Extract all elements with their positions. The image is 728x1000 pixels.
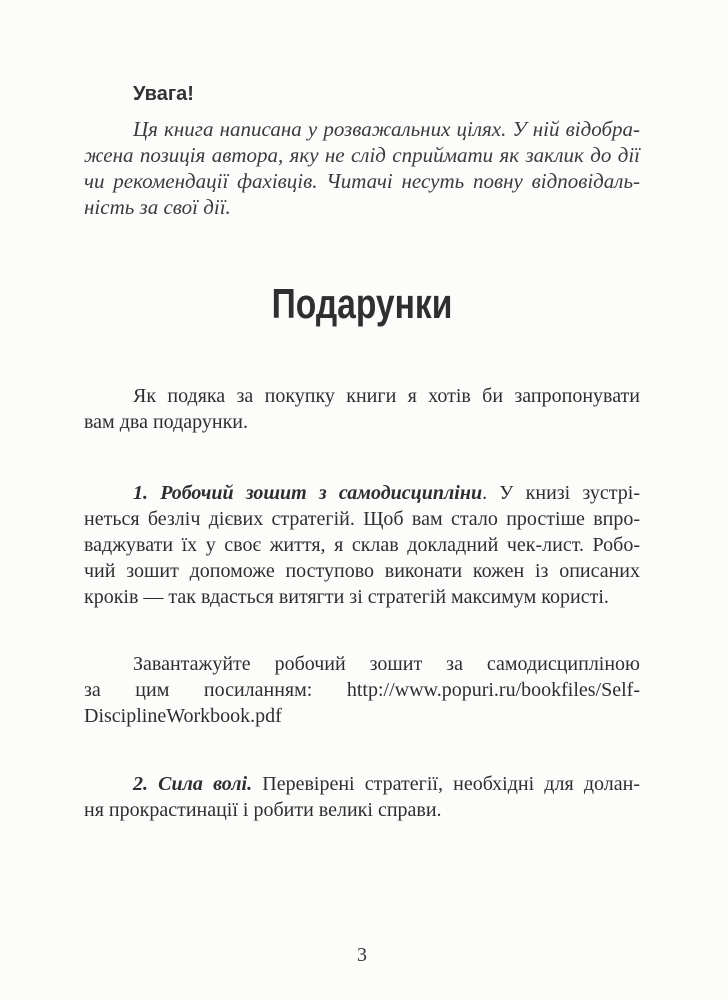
line-text: неться безліч дієвих стратегій. Щоб вам стало простіше впро- — [84, 508, 640, 530]
text-line — [84, 651, 640, 677]
line-text: кроків — так вдасться витягти зі стратегій максимум користі. — [84, 586, 609, 608]
text-line — [84, 168, 640, 194]
gift1-paragraph — [84, 480, 640, 610]
text-line — [84, 584, 640, 610]
download-paragraph — [84, 651, 640, 729]
line-text: Завантажуйте робочий зошит за самодисципліною — [133, 653, 640, 675]
line-text: ваджувати їх у своє життя, я склав докладний чек-лист. Робо- — [84, 534, 640, 556]
text-line — [84, 771, 640, 797]
line-text: DisciplineWorkbook.pdf — [84, 705, 282, 727]
line-text: . У книзі зустрі- — [482, 482, 640, 504]
line-text: за цим посиланням: http://www.popuri.ru/bookfiles/Self- — [84, 679, 640, 701]
text-line — [84, 558, 640, 584]
line-text: ність за свої дії. — [84, 195, 231, 219]
gift2-paragraph — [84, 771, 640, 823]
line-text: жена позиція автора, яку не слід сприймати як заклик до дії — [84, 143, 640, 167]
text-line — [84, 797, 640, 823]
notice-title: Увага! — [133, 83, 194, 105]
text-line — [84, 480, 640, 506]
line-text: ня прокрастинації і робити великі справи. — [84, 799, 442, 821]
text-line — [84, 383, 640, 409]
chapter-heading — [84, 281, 640, 327]
text-line — [84, 532, 640, 558]
line-text: Перевірені стратегії, необхідні для долан- — [252, 773, 640, 795]
line-text: вам два подарунки. — [84, 411, 248, 433]
line-text: Ця книга написана у розважальних цілях. У ній відобра- — [133, 117, 640, 141]
thanks-paragraph — [84, 383, 640, 435]
page-number: 3 — [357, 944, 367, 966]
line-text: чи рекомендації фахівців. Читачі несуть повну відповідаль- — [84, 169, 640, 193]
chapter-heading-text: Подарунки — [271, 280, 453, 327]
line-text: Як подяка за покупку книги я хотів би запропонувати — [133, 385, 640, 407]
text-line — [84, 506, 640, 532]
lead-text: 1. Робочий зошит з самодисципліни — [133, 482, 483, 504]
text-line — [84, 194, 640, 220]
text-line — [84, 116, 640, 142]
text-line — [84, 677, 640, 703]
lead-text: 2. Сила волі. — [133, 773, 253, 795]
text-line — [84, 703, 640, 729]
line-text: чий зошит допоможе поступово виконати кожен із описаних — [84, 560, 640, 582]
text-line — [84, 409, 640, 435]
text-line — [84, 142, 640, 168]
disclaimer-paragraph — [84, 116, 640, 220]
